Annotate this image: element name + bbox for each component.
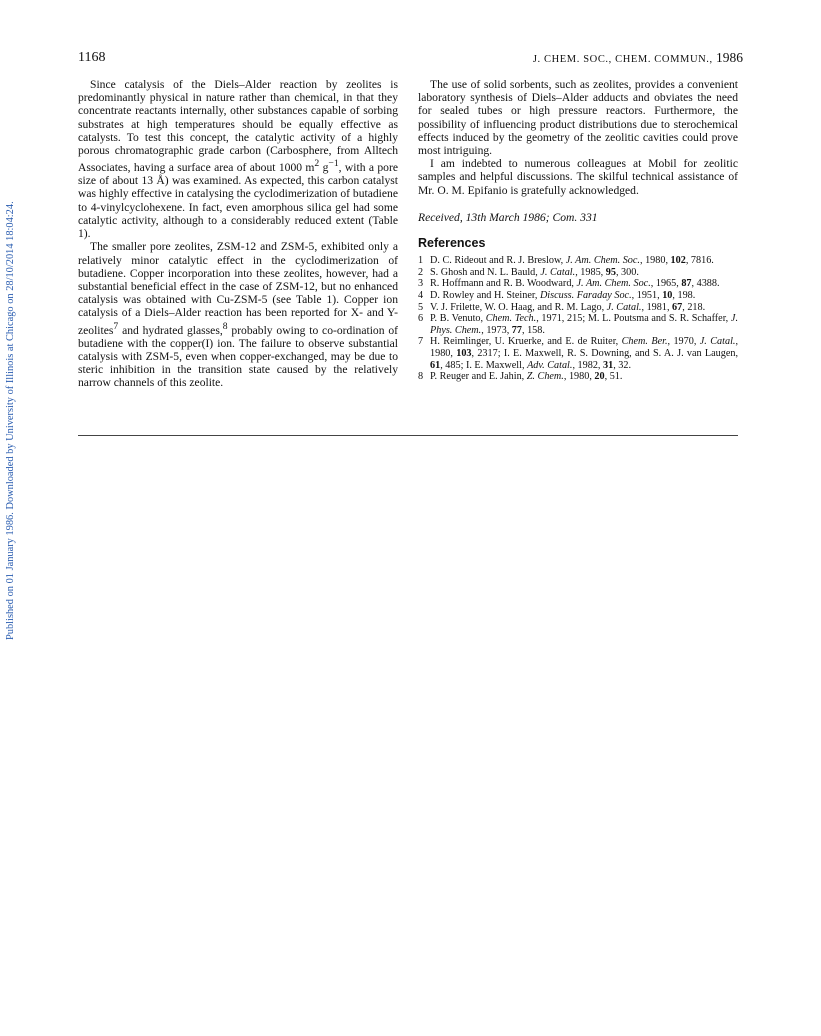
reference-item	[418, 255, 738, 267]
reference-text: S. Ghosh and N. L. Bauld,	[430, 266, 541, 278]
journal-name: Adv. Catal.	[527, 359, 573, 371]
reference-text: , 1970,	[667, 336, 700, 348]
reference-text: , 7816.	[685, 255, 714, 267]
paragraph-acknowledgements: I am indebted to numerous colleagues at Mobil for zeolitic samples and helpful discussions. The skilful technical assistance of Mr. O. M. Epifanio is gratefully acknowledged.	[418, 157, 738, 197]
download-watermark-text: Published on 01 January 1986. Downloaded by University of Illinois at Chicago on 28/10/2014 18:04:24.	[5, 201, 16, 640]
reference-text: D. Rowley and H. Steiner,	[430, 290, 540, 302]
reference-text: , 1965,	[650, 278, 682, 290]
paragraph-carbon-catalysis	[78, 78, 398, 240]
reference-item	[418, 290, 738, 302]
paragraph-solid-sorbents: The use of solid sorbents, such as zeolites, provides a convenient laboratory synthesis of Diels–Alder adducts and obviates the need for sealed tubes or high pressure reactors. Furthermore, the possibility of influencing product distributions due to sterochemical effects induced by the geometry of the zeolitic cavities could prove most intriguing.	[418, 78, 738, 158]
paragraph-small-pore-zeolites	[78, 240, 398, 389]
superscript: −1	[328, 158, 339, 170]
reference-text: P. Reuger and E. Jahin,	[430, 371, 527, 383]
reference-item	[418, 267, 738, 279]
journal-name: J. Am. Chem. Soc.	[576, 278, 651, 290]
text-run: , with a pore size of about 13 Å) was examined. As expected, this carbon catalyst was highly effective in catalysing the cyclodimerization of butadiene to 4-vinylcyclohexene. In fact, even amorphous silica gel had some catalytic activity, although to a considerably reduced extent (Table 1).	[78, 161, 398, 241]
reference-text: , 158.	[521, 324, 545, 336]
reference-text: , 1982,	[572, 359, 603, 371]
volume-number: 67	[672, 301, 683, 313]
journal-name: J. Phys. Chem.	[430, 313, 738, 336]
reference-text: , 300.	[615, 266, 639, 278]
reference-number: 4	[418, 290, 424, 302]
journal-name: J. Am. Chem. Soc.	[565, 255, 640, 267]
journal-year: 1986	[716, 50, 743, 65]
reference-text: , 1951,	[631, 290, 663, 302]
journal-name: Discuss. Faraday Soc.	[539, 290, 632, 302]
reference-text: , 485; I. E. Maxwell,	[440, 359, 528, 371]
volume-number: 102	[670, 255, 686, 267]
superscript: 2	[314, 158, 320, 170]
reference-text: , 218.	[682, 301, 706, 313]
citation-superscript: 7	[113, 320, 119, 332]
page-number: 1168	[78, 50, 106, 65]
text-run: probably owing to co-ordination of butadiene with the copper(I) ion. The failure to observe substantial catalysis with ZSM-5, even when copper-exchanged, may be due to steric inhibition in the transition state caused by the relatively narrow channels of this zeolite.	[78, 323, 398, 390]
journal-name: J. Catal.	[540, 266, 576, 278]
reference-text: H. Reimlinger, U. Kruerke, and E. de Ruiter,	[430, 336, 622, 348]
reference-text: , 1985,	[575, 266, 606, 278]
volume-number: 61	[430, 359, 441, 371]
reference-text: , 32.	[613, 359, 632, 371]
volume-number: 10	[662, 290, 673, 302]
footer-rule	[78, 435, 738, 436]
download-watermark	[4, 100, 18, 640]
reference-list	[418, 255, 738, 383]
volume-number: 77	[511, 324, 522, 336]
references-heading: References	[418, 236, 486, 251]
reference-text: , 1971, 215; M. L. Poutsma and S. R. Schaffer,	[536, 313, 731, 325]
reference-text: , 2317; I. E. Maxwell, R. S. Downing, and S. A. J. van Laugen,	[471, 347, 739, 359]
reference-text: , 1980,	[639, 255, 671, 267]
citation-superscript: 8	[222, 320, 228, 332]
reference-text: , 198.	[672, 290, 696, 302]
volume-number: 20	[594, 371, 605, 383]
reference-text: , 51.	[604, 371, 623, 383]
left-column	[78, 78, 398, 389]
journal-name: J. Catal.	[699, 336, 736, 348]
journal-name: J. Catal.	[606, 301, 642, 313]
reference-text: V. J. Frilette, W. O. Haag, and R. M. Lago,	[430, 301, 607, 313]
received-line: Received, 13th March 1986; Com. 331	[418, 210, 598, 224]
reference-text: D. C. Rideout and R. J. Breslow,	[430, 255, 566, 267]
reference-item	[418, 336, 738, 371]
journal-name: Z. Chem.	[526, 371, 564, 383]
volume-number: 95	[605, 266, 616, 278]
reference-text: , 1980,	[430, 336, 738, 359]
volume-number: 103	[456, 347, 472, 359]
reference-number: 3	[418, 278, 424, 290]
journal-name: J. CHEM. SOC., CHEM. COMMUN.,	[532, 54, 713, 65]
text-run: and hydrated glasses,	[118, 323, 223, 337]
volume-number: 31	[603, 359, 614, 371]
volume-number: 87	[681, 278, 692, 290]
reference-text: , 1973,	[481, 324, 512, 336]
reference-number: 6	[418, 313, 424, 325]
reference-number: 2	[418, 266, 424, 278]
reference-text: , 1981,	[641, 301, 673, 313]
right-column	[418, 78, 738, 383]
reference-number: 5	[418, 301, 424, 313]
text-run: The smaller pore zeolites, ZSM-12 and ZSM-5, exhibited only a relatively minor catalytic effect in the cyclodimerization of butadiene. Copper incorporation into these zeolites, however, had a substantial beneficial effect in the case of ZSM-12, but no enhanced catalysis was obtained with Cu-ZSM-5 (see Table 1). Copper ion catalysis of a Diels–Alder reaction has been reported for X- and Y-zeolites	[78, 240, 398, 337]
reference-number: 7	[418, 336, 424, 348]
journal-name: Chem. Tech.	[485, 313, 537, 325]
reference-number: 8	[418, 371, 424, 383]
reference-item	[418, 278, 738, 290]
reference-item	[418, 302, 738, 314]
reference-number: 1	[418, 255, 424, 267]
reference-text: , 1980,	[563, 371, 595, 383]
reference-item	[418, 371, 738, 383]
journal-name: Chem. Ber.	[621, 336, 668, 348]
reference-text: R. Hoffmann and R. B. Woodward,	[430, 278, 577, 290]
running-header	[533, 50, 743, 66]
reference-text: P. B. Venuto,	[430, 313, 486, 325]
reference-item	[418, 313, 738, 336]
reference-text: , 4388.	[691, 278, 720, 290]
text-run: Since catalysis of the Diels–Alder reaction by zeolites is predominantly physical in nature rather than chemical, in that they concentrate reactants internally, other substances capable of sorbing substrates at high temperatures should be equally effective as catalysts. To test this concept, the catalytic activity of a highly porous chromatographic grade carbon (Carbosphere, from Alltech Associates, having a surface area of about 1000 m	[78, 78, 398, 175]
text-run: g	[319, 161, 329, 175]
